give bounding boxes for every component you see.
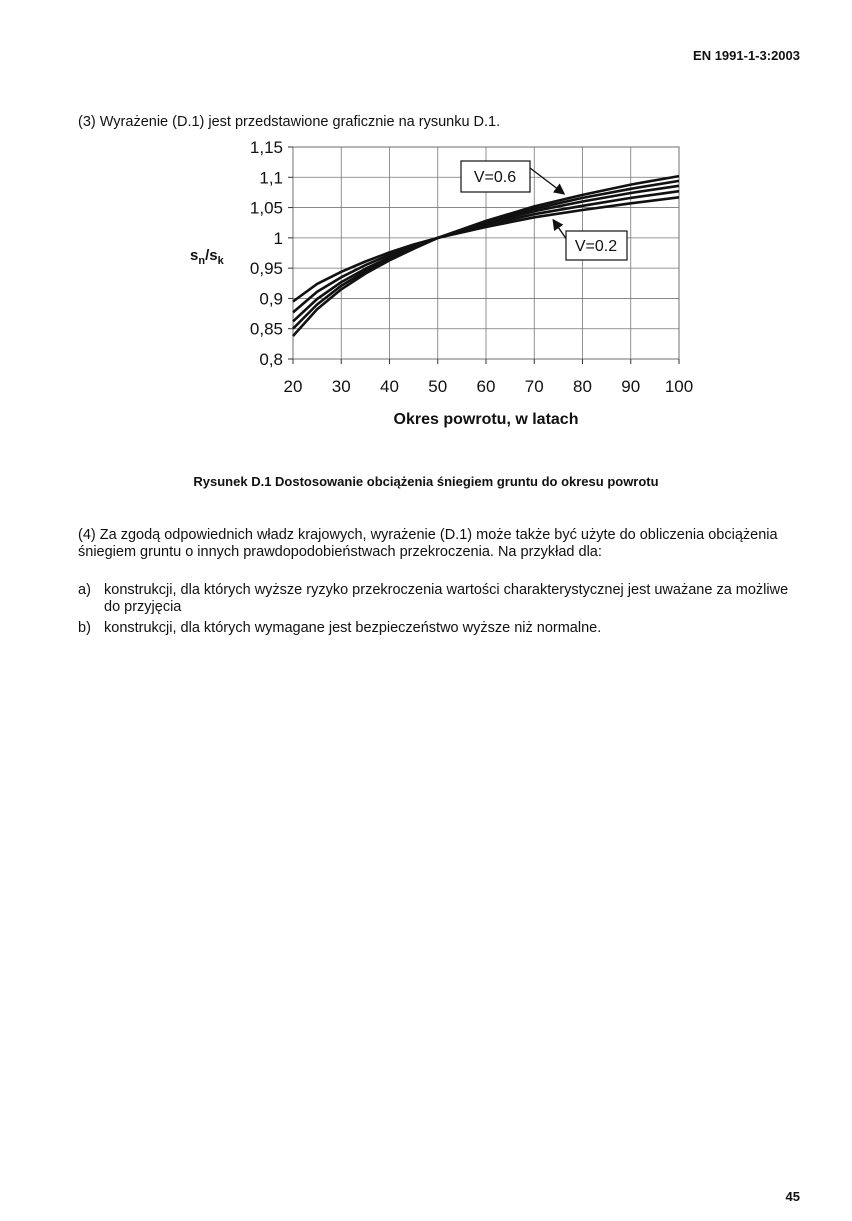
x-tick-label: 20 [283, 377, 303, 396]
list-marker-a: a) [78, 582, 91, 598]
paragraph-4: (4) Za zgodą odpowiednich władz krajowych, wyrażenie (D.1) może także być użyte do obliczenia obciążenia śniegiem gruntu o innych prawdopodobieństwach przekroczenia. Na przykład dla: [78, 527, 778, 560]
x-tick-label: 60 [476, 377, 496, 396]
y-tick-label: 0,85 [249, 319, 283, 339]
list-item-b [78, 620, 808, 637]
annotation-v02-arrow [554, 221, 567, 240]
y-axis-label-sub-n: n [198, 255, 206, 267]
paragraph-3: (3) Wyrażenie (D.1) jest przedstawione graficznie na rysunku D.1. [78, 114, 501, 130]
y-axis-label-sep: /s [205, 247, 218, 264]
document-code-header: EN 1991-1-3:2003 [693, 48, 800, 63]
y-tick-label: 1,15 [249, 138, 283, 157]
y-tick-label: 1,1 [259, 168, 283, 188]
annotation-v06-arrow [530, 168, 563, 193]
x-tick-label: 100 [664, 377, 694, 396]
example-list [78, 582, 808, 641]
x-tick-label: 30 [331, 377, 351, 396]
x-tick-label: 90 [621, 377, 641, 396]
list-item-a [78, 582, 808, 616]
annotation-v02 [554, 221, 627, 260]
list-marker-b: b) [78, 620, 91, 636]
y-axis-label-sub-k: k [217, 255, 224, 267]
y-tick-label: 0,8 [259, 350, 283, 369]
x-axis-label: Okres powrotu, w latach [393, 411, 579, 428]
list-text-b: konstrukcji, dla których wymagane jest bezpieczeństwo wyższe niż normalne. [104, 620, 602, 636]
y-axis-label [190, 247, 225, 267]
x-tick-label: 80 [573, 377, 592, 396]
y-tick-label: 0,9 [259, 289, 283, 309]
y-tick-label: 1,05 [249, 198, 283, 218]
x-tick-label: 70 [524, 377, 544, 396]
list-text-a: konstrukcji, dla których wyższe ryzyko przekroczenia wartości charakterystycznej jest uważane za możliwe do przyjęcia [104, 582, 789, 615]
annotation-v06-label: V=0.6 [473, 169, 517, 186]
figure-caption: Rysunek D.1 Dostosowanie obciążenia śniegiem gruntu do okresu powrotu [193, 474, 659, 489]
x-tick-label: 40 [380, 377, 399, 396]
page-number: 45 [785, 1189, 800, 1204]
y-axis-label-s: s [190, 247, 199, 264]
annotation-v02-label: V=0.2 [574, 238, 618, 255]
x-tick-label: 50 [428, 377, 448, 396]
y-tick-label: 0,95 [249, 259, 283, 279]
y-tick-label: 1 [273, 228, 283, 248]
return-period-chart [0, 0, 852, 460]
